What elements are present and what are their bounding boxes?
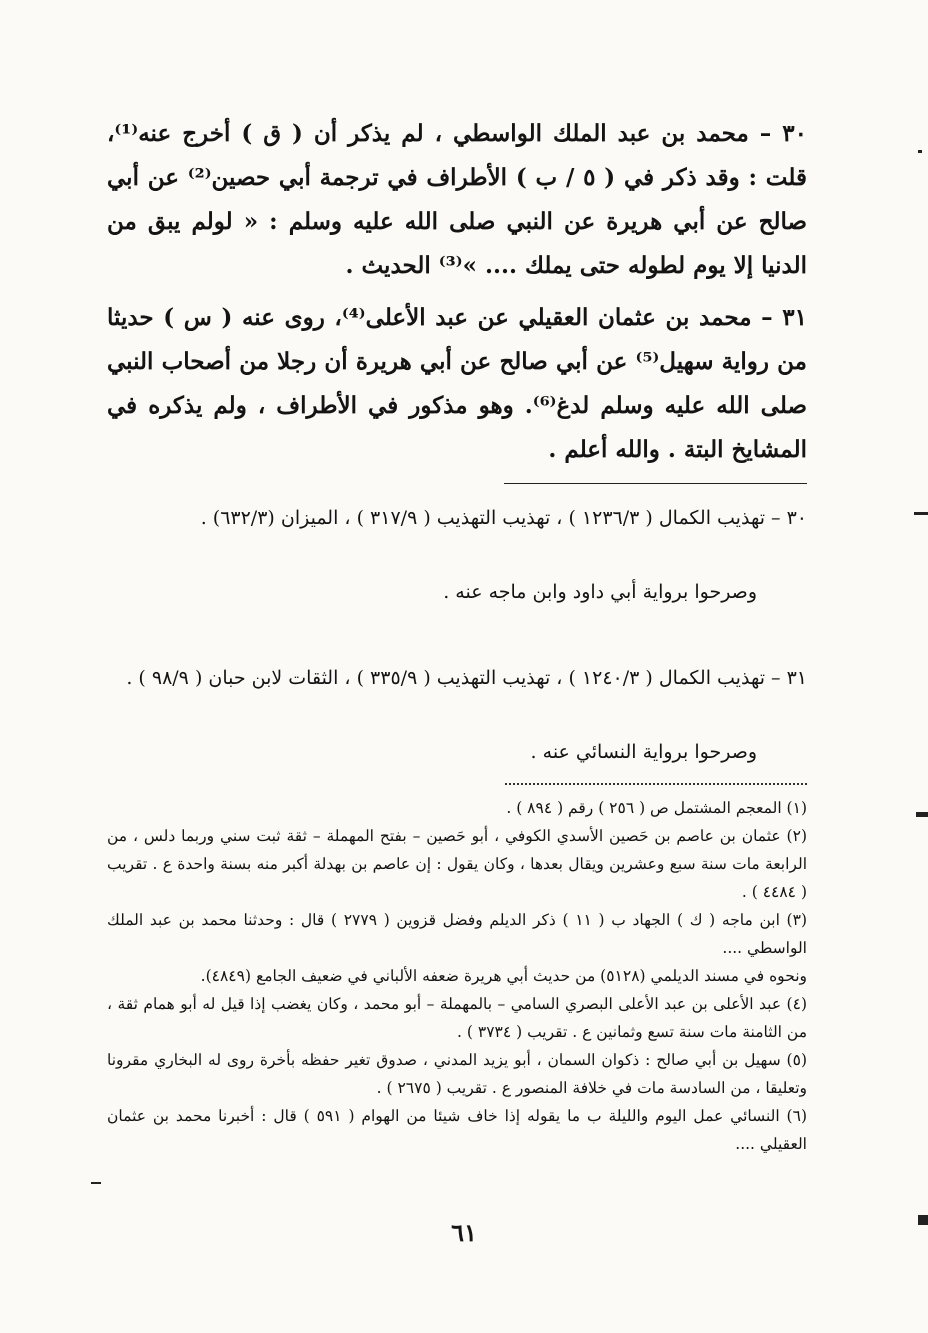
footnote-6: (٦) النسائي عمل اليوم والليلة ب ما يقوله إذا خاف شيئا من الهوام ( ٥٩١ ) قال : أخبرنا محمد بن عثمان العقيلي .... [107, 1107, 807, 1153]
scan-edge-mark [918, 1215, 928, 1225]
scan-speck [918, 150, 922, 153]
footnote-2: (٢) عثمان بن عاصم بن حَصين الأسدي الكوفي ، أبو حَصين – بفتح المهملة – ثقة ثبت سني وربما دلس ، من الرابعة مات سنة سبع وعشرين ويقال بعدها ، وكان يقول : إن عاصم بن بهدلة أكبر منه بسنة واحدة ع . تقريب ( ٤٤٨٤ ) . [107, 827, 807, 901]
scan-edge-mark [916, 812, 928, 817]
note-31-sub: وصرحوا برواية النسائي عنه . [530, 741, 757, 763]
note-31: ٣١ – تهذيب الكمال ( ١٢٤٠/٣ ) ، تهذيب التهذيب ( ٣٣٥/٩ ) ، الثقات لابن حبان ( ٩٨/٩ ) . [126, 667, 807, 689]
scan-speck [91, 1182, 101, 1184]
footnote-3-extra: ونحوه في مسند الديلمي (٥١٢٨) من حديث أبي هريرة ضعفه الألباني في ضعيف الجامع (٤٨٤٩). [200, 967, 807, 985]
note-30: ٣٠ – تهذيب الكمال ( ١٢٣٦/٣ ) ، تهذيب التهذيب ( ٣١٧/٩ ) ، الميزان (٦٣٢/٣) . [200, 507, 807, 529]
entry-31: ٣١ – محمد بن عثمان العقيلي عن عبد الأعلى⁽⁴⁾، روى عنه ( س ) حديثا من رواية سهيل⁽⁵⁾ عن أبي صالح عن أبي هريرة أن رجلا من أصحاب النبي صلى الله عليه وسلم لدغ⁽⁶⁾. وهو مذكور في الأطراف ، ولم يذكره في المشايخ البتة . والله أعلم . [107, 304, 807, 463]
page-number: ٦١ [451, 1218, 477, 1247]
footnote-4: (٤) عبد الأعلى بن عبد الأعلى البصري السامي – بالمهملة – أبو محمد ، وكان يغضب إذا قيل له أبو همام ثقة ، من الثامنة مات سنة تسع وثمانين ع . تقريب ( ٣٧٣٤ ) . [107, 995, 807, 1041]
footnote-3: (٣) ابن ماجه ( ك ) الجهاد ب ( ١١ ) ذكر الديلم وفضل قزوين ( ٢٧٧٩ ) قال : وحدثنا محمد بن عبد الملك الواسطي .... [107, 911, 807, 957]
scan-edge-mark [914, 512, 928, 515]
footnote-5: (٥) سهيل بن أبي صالح : ذكوان السمان ، أبو يزيد المدني ، صدوق تغير حفظه بأخرة روى له البخاري مقرونا وتعليقا ، من السادسة مات في خلافة المنصور ع . تقريب ( ٢٦٧٥ ) . [107, 1051, 807, 1097]
footnote-divider [505, 783, 807, 785]
footnote-list [107, 794, 807, 1158]
note-30-sub: وصرحوا برواية أبي داود وابن ماجه عنه . [443, 581, 757, 603]
section-divider [504, 483, 807, 484]
entry-30: ٣٠ – محمد بن عبد الملك الواسطي ، لم يذكر أن ( ق ) أخرج عنه⁽¹⁾، قلت : وقد ذكر في ( ٥ / ب ) الأطراف في ترجمة أبي حصين⁽²⁾ عن أبي صالح عن أبي هريرة عن النبي صلى الله عليه وسلم : « لولم يبق من الدنيا إلا يوم لطوله حتى يملك .... »⁽³⁾ الحديث . [107, 120, 807, 279]
footnote-1: (١) المعجم المشتمل ص ( ٢٥٦ ) رقم ( ٨٩٤ ) . [506, 799, 807, 817]
